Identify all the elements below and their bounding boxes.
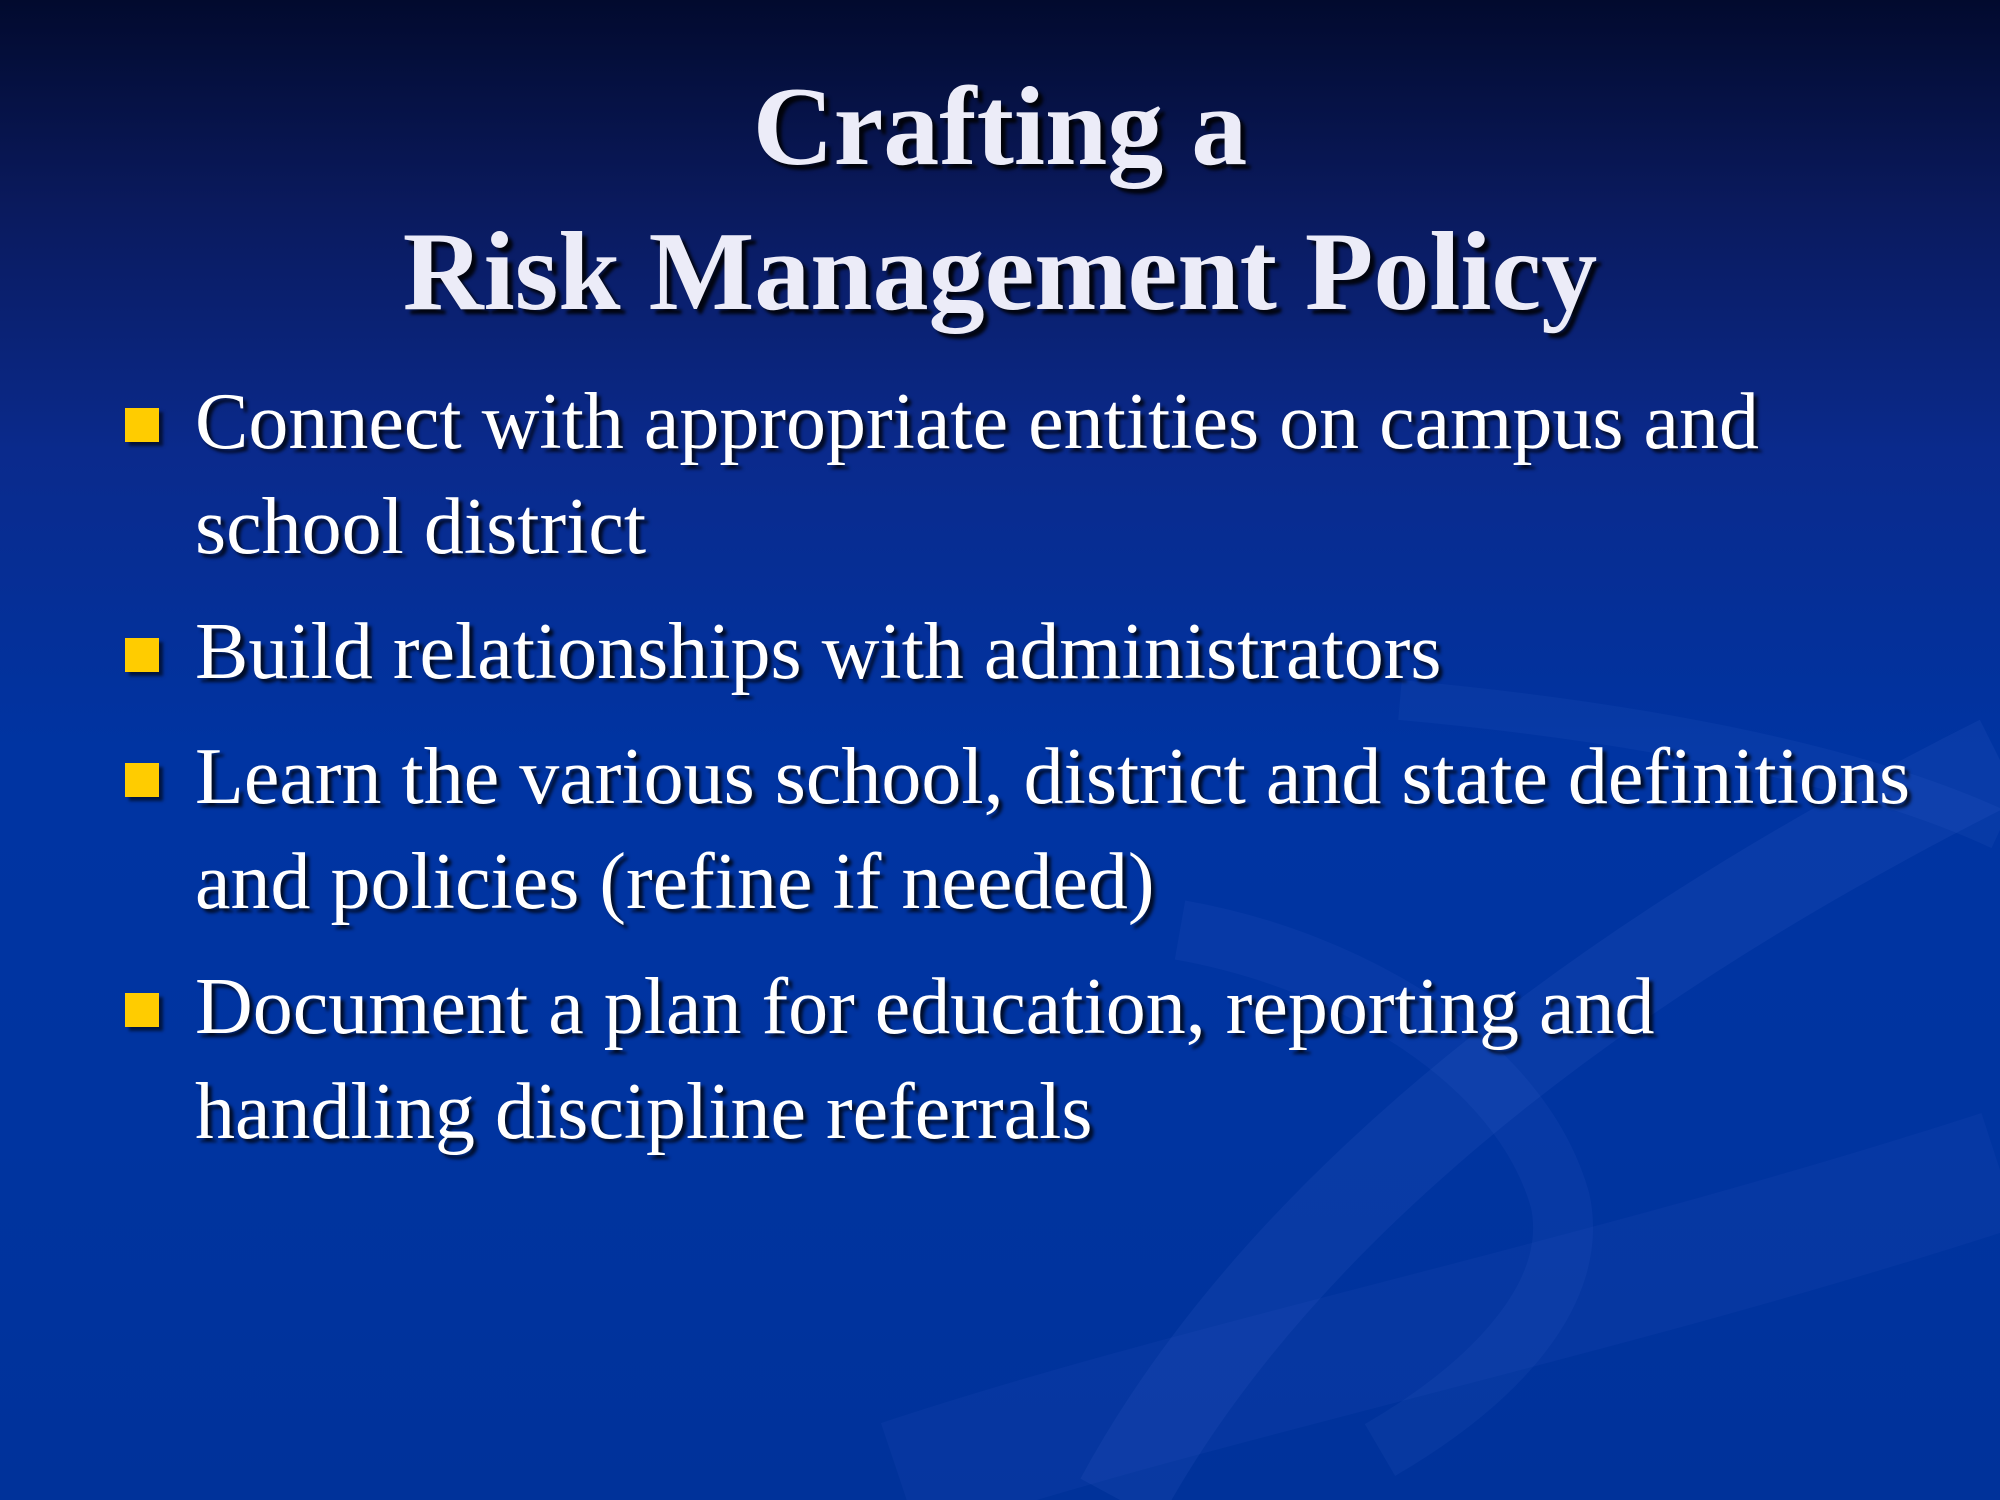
title-line-2: Risk Management Policy <box>402 210 1598 334</box>
bullet-text: Learn the various school, district and state definitions and policies (refine if needed) <box>195 733 1911 926</box>
bullet-list <box>0 370 2000 1185</box>
bullet-text: Document a plan for education, reporting and handling discipline referrals <box>195 963 1655 1156</box>
square-bullet-icon <box>125 638 159 672</box>
slide-title <box>0 55 2000 345</box>
bullet-item-connect <box>0 370 2000 580</box>
square-bullet-icon <box>125 993 159 1027</box>
bullet-item-plan <box>0 955 2000 1165</box>
square-bullet-icon <box>125 763 159 797</box>
bullet-text: Connect with appropriate entities on campus and school district <box>195 378 1760 571</box>
title-line-1: Crafting a <box>752 65 1248 189</box>
square-bullet-icon <box>125 408 159 442</box>
bullet-item-definitions <box>0 725 2000 935</box>
bullet-item-relationships <box>0 600 2000 705</box>
bullet-text: Build relationships with administrators <box>195 608 1442 696</box>
